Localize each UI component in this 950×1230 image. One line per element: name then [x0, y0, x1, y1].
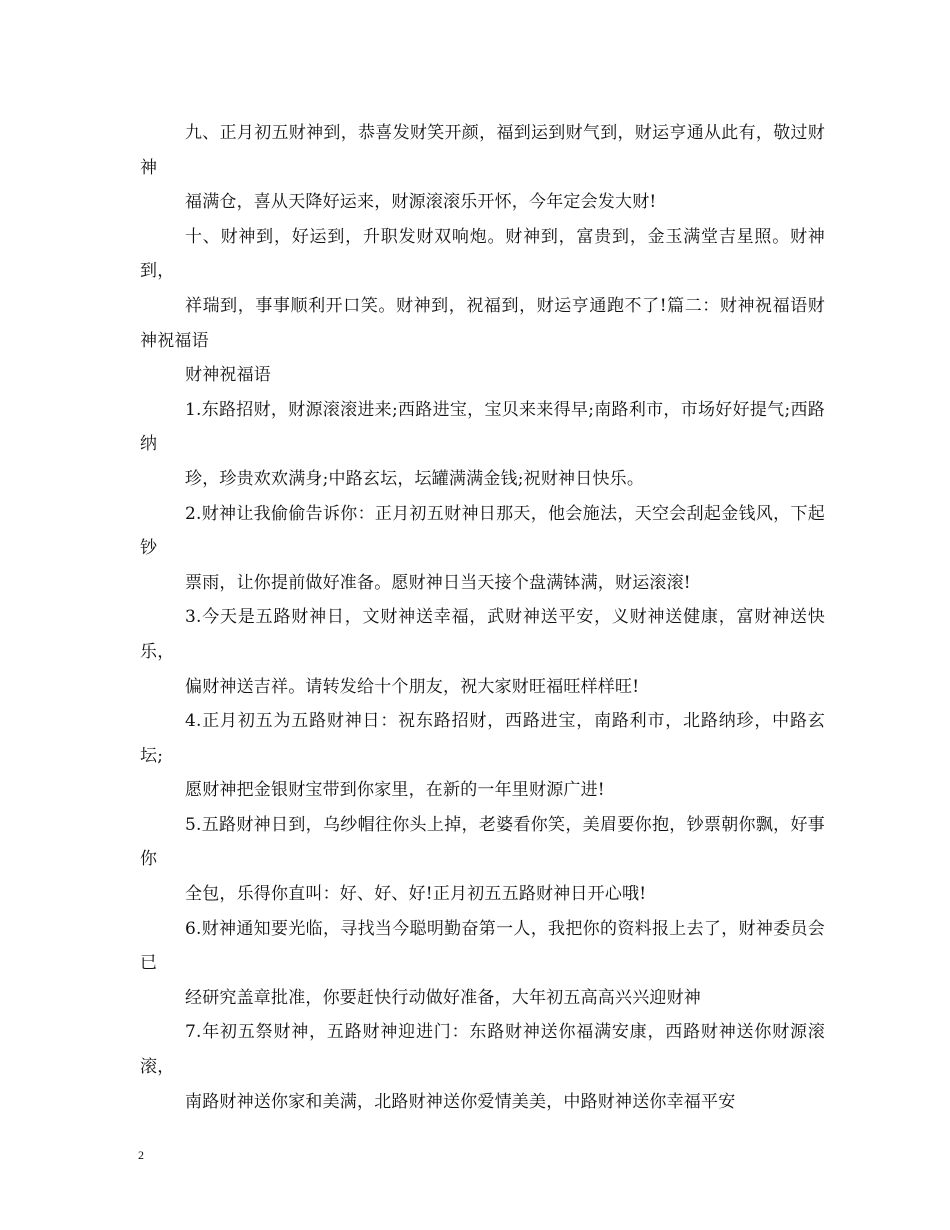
paragraph-9-continued: 福满仓，喜从天降好运来，财源滚滚乐开怀，今年定会发大财!	[185, 192, 657, 213]
list-item-3: 3.今天是五路财神日，文财神送幸福，武财神送平安，义财神送健康，富财神送快乐，	[140, 607, 825, 662]
list-item-1: 1.东路招财，财源滚滚进来;西路进宝，宝贝来来得早;南路利市，市场好好提气;西路纳	[140, 399, 825, 455]
paragraph-10-continued: 祥瑞到，事事顺利开口笑。财神到，祝福到，财运亨通跑不了!篇二：财神祝福语财神祝福语	[140, 295, 825, 351]
list-item-4-continued: 愿财神把金银财宝带到你家里，在新的一年里财源广进!	[185, 780, 605, 801]
list-item-2: 2.财神让我偷偷告诉你：正月初五财神日那天，他会施法，天空会刮起金钱风，下起钞	[140, 503, 825, 559]
list-item-6: 6.财神通知要光临，寻找当今聪明勤奋第一人，我把你的资料报上去了，财神委员会已	[140, 918, 825, 974]
list-item-5-continued: 全包，乐得你直叫：好、好、好!正月初五五路财神日开心哦!	[185, 884, 647, 905]
list-item-3-continued: 偏财神送吉祥。请转发给十个朋友，祝大家财旺福旺样样旺!	[185, 676, 640, 697]
paragraph-9: 九、正月初五财神到，恭喜发财笑开颜，福到运到财气到，财运亨通从此有，敬过财神	[140, 123, 825, 178]
list-item-1-continued: 珍，珍贵欢欢满身;中路玄坛，坛罐满满金钱;祝财神日快乐。	[185, 468, 645, 489]
list-item-7: 7.年初五祭财神，五路财神迎进门：东路财神送你福满安康，西路财神送你财源滚滚，	[140, 1022, 825, 1078]
list-item-5: 5.五路财神日到，乌纱帽往你头上掉，老婆看你笑，美眉要你抱，钞票朝你飘，好事你	[140, 814, 825, 870]
list-item-4: 4.正月初五为五路财神日：祝东路招财，西路进宝，南路利市，北路纳珍，中路玄坛;	[140, 711, 825, 766]
paragraph-10: 十、财神到，好运到，升职发财双响炮。财神到，富贵到，金玉满堂吉星照。财神到，	[140, 226, 825, 282]
section-heading: 财神祝福语	[185, 365, 271, 386]
page-number: 2	[138, 1148, 144, 1162]
list-item-6-continued: 经研究盖章批准，你要赶快行动做好准备，大年初五高高兴兴迎财神	[185, 987, 701, 1008]
list-item-2-continued: 票雨，让你提前做好准备。愿财神日当天接个盘满钵满，财运滚滚!	[185, 572, 691, 593]
document-body	[140, 116, 825, 1119]
list-item-7-continued: 南路财神送你家和美满，北路财神送你爱情美美，中路财神送你幸福平安	[185, 1091, 736, 1112]
